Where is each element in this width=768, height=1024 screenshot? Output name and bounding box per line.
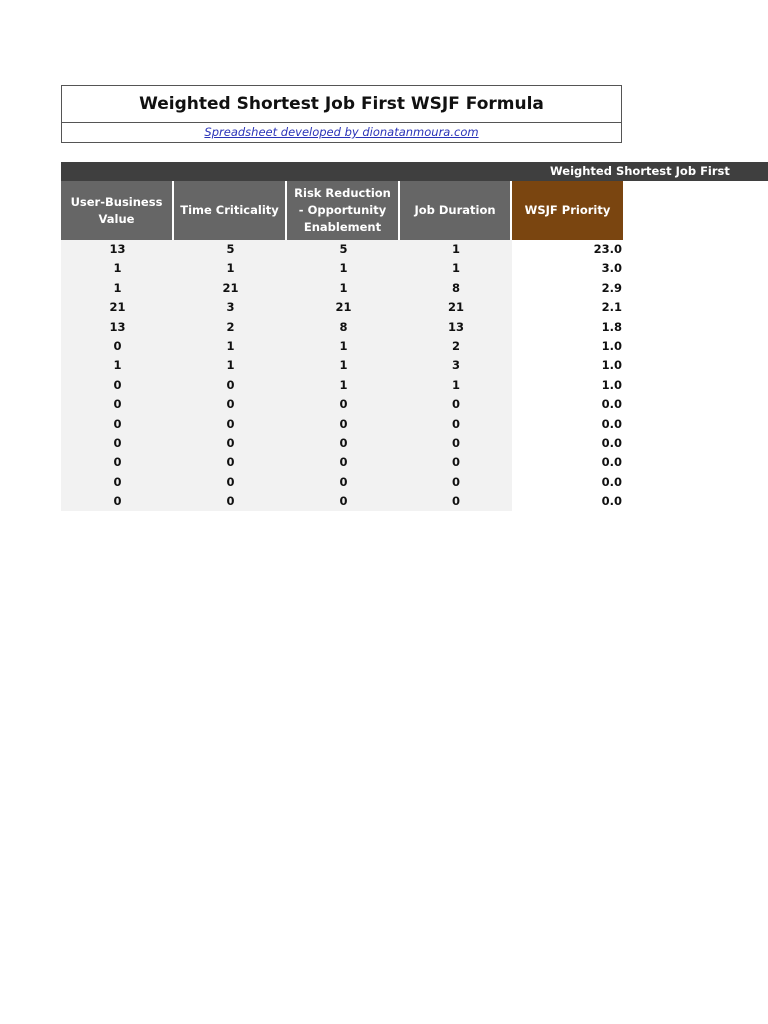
cell-risk-reduction[interactable]: 0 — [287, 415, 400, 434]
cell-user-business-value[interactable]: 0 — [61, 395, 174, 414]
cell-wsjf-priority[interactable]: 0.0 — [512, 395, 623, 414]
developer-link[interactable]: Spreadsheet developed by dionatanmoura.com — [204, 125, 479, 139]
cell-job-duration[interactable]: 13 — [400, 318, 512, 337]
table-body — [61, 240, 623, 511]
cell-time-criticality[interactable]: 3 — [174, 298, 287, 317]
cell-time-criticality[interactable]: 1 — [174, 356, 287, 375]
cell-time-criticality[interactable]: 21 — [174, 279, 287, 298]
cell-risk-reduction[interactable]: 5 — [287, 240, 400, 259]
cell-user-business-value[interactable]: 1 — [61, 259, 174, 278]
table-header — [61, 181, 623, 240]
cell-risk-reduction[interactable]: 0 — [287, 395, 400, 414]
cell-wsjf-priority[interactable]: 0.0 — [512, 492, 623, 511]
cell-user-business-value[interactable]: 1 — [61, 279, 174, 298]
cell-job-duration[interactable]: 1 — [400, 376, 512, 395]
cell-risk-reduction[interactable]: 0 — [287, 434, 400, 453]
cell-wsjf-priority[interactable]: 3.0 — [512, 259, 623, 278]
cell-user-business-value[interactable]: 0 — [61, 376, 174, 395]
cell-job-duration[interactable]: 21 — [400, 298, 512, 317]
cell-job-duration[interactable]: 3 — [400, 356, 512, 375]
sheet-title: Weighted Shortest Job First WSJF Formula — [61, 85, 622, 123]
cell-job-duration[interactable]: 0 — [400, 473, 512, 492]
cell-risk-reduction[interactable]: 8 — [287, 318, 400, 337]
cell-risk-reduction[interactable]: 21 — [287, 298, 400, 317]
cell-time-criticality[interactable]: 0 — [174, 492, 287, 511]
cell-user-business-value[interactable]: 0 — [61, 453, 174, 472]
cell-risk-reduction[interactable]: 1 — [287, 356, 400, 375]
table-row — [61, 376, 623, 395]
cell-time-criticality[interactable]: 1 — [174, 259, 287, 278]
header-risk-reduction[interactable]: Risk Reduction - Opportunity Enablement — [287, 181, 400, 240]
table-row — [61, 240, 623, 259]
cell-job-duration[interactable]: 2 — [400, 337, 512, 356]
table-row — [61, 434, 623, 453]
cell-risk-reduction[interactable]: 1 — [287, 376, 400, 395]
cell-time-criticality[interactable]: 0 — [174, 415, 287, 434]
cell-time-criticality[interactable]: 0 — [174, 434, 287, 453]
cell-user-business-value[interactable]: 0 — [61, 337, 174, 356]
header-wsjf-priority[interactable]: WSJF Priority — [512, 181, 623, 240]
table-row — [61, 453, 623, 472]
cell-risk-reduction[interactable]: 1 — [287, 259, 400, 278]
cell-risk-reduction[interactable]: 1 — [287, 279, 400, 298]
header-job-duration[interactable]: Job Duration — [400, 181, 512, 240]
cell-user-business-value[interactable]: 0 — [61, 473, 174, 492]
header-time-criticality[interactable]: Time Criticality — [174, 181, 287, 240]
cell-user-business-value[interactable]: 1 — [61, 356, 174, 375]
cell-wsjf-priority[interactable]: 1.0 — [512, 337, 623, 356]
cell-user-business-value[interactable]: 13 — [61, 240, 174, 259]
cell-risk-reduction[interactable]: 0 — [287, 473, 400, 492]
cell-job-duration[interactable]: 0 — [400, 395, 512, 414]
cell-user-business-value[interactable]: 21 — [61, 298, 174, 317]
cell-time-criticality[interactable]: 5 — [174, 240, 287, 259]
cell-job-duration[interactable]: 8 — [400, 279, 512, 298]
cell-user-business-value[interactable]: 13 — [61, 318, 174, 337]
cell-time-criticality[interactable]: 0 — [174, 473, 287, 492]
cell-user-business-value[interactable]: 0 — [61, 492, 174, 511]
cell-user-business-value[interactable]: 0 — [61, 415, 174, 434]
developer-credit — [61, 122, 622, 143]
cell-job-duration[interactable]: 1 — [400, 259, 512, 278]
cell-wsjf-priority[interactable]: 1.0 — [512, 376, 623, 395]
cell-time-criticality[interactable]: 0 — [174, 376, 287, 395]
cell-time-criticality[interactable]: 0 — [174, 453, 287, 472]
cell-job-duration[interactable]: 0 — [400, 453, 512, 472]
table-row — [61, 298, 623, 317]
cell-time-criticality[interactable]: 2 — [174, 318, 287, 337]
table-row — [61, 395, 623, 414]
cell-time-criticality[interactable]: 1 — [174, 337, 287, 356]
table-row — [61, 473, 623, 492]
cell-wsjf-priority[interactable]: 1.8 — [512, 318, 623, 337]
banner-label: Weighted Shortest Job First — [550, 164, 730, 178]
cell-wsjf-priority[interactable]: 23.0 — [512, 240, 623, 259]
table-row — [61, 318, 623, 337]
cell-wsjf-priority[interactable]: 1.0 — [512, 356, 623, 375]
cell-user-business-value[interactable]: 0 — [61, 434, 174, 453]
cell-job-duration[interactable]: 0 — [400, 434, 512, 453]
table-row — [61, 492, 623, 511]
cell-risk-reduction[interactable]: 1 — [287, 337, 400, 356]
table-row — [61, 337, 623, 356]
cell-risk-reduction[interactable]: 0 — [287, 492, 400, 511]
table-row — [61, 356, 623, 375]
cell-risk-reduction[interactable]: 0 — [287, 453, 400, 472]
cell-wsjf-priority[interactable]: 2.1 — [512, 298, 623, 317]
cell-job-duration[interactable]: 0 — [400, 415, 512, 434]
cell-job-duration[interactable]: 1 — [400, 240, 512, 259]
cell-time-criticality[interactable]: 0 — [174, 395, 287, 414]
cell-wsjf-priority[interactable]: 2.9 — [512, 279, 623, 298]
cell-wsjf-priority[interactable]: 0.0 — [512, 453, 623, 472]
header-user-business-value[interactable]: User-Business Value — [61, 181, 174, 240]
table-row — [61, 415, 623, 434]
cell-wsjf-priority[interactable]: 0.0 — [512, 434, 623, 453]
table-row — [61, 259, 623, 278]
cell-wsjf-priority[interactable]: 0.0 — [512, 473, 623, 492]
cell-job-duration[interactable]: 0 — [400, 492, 512, 511]
table-row — [61, 279, 623, 298]
cell-wsjf-priority[interactable]: 0.0 — [512, 415, 623, 434]
section-banner — [61, 162, 768, 181]
